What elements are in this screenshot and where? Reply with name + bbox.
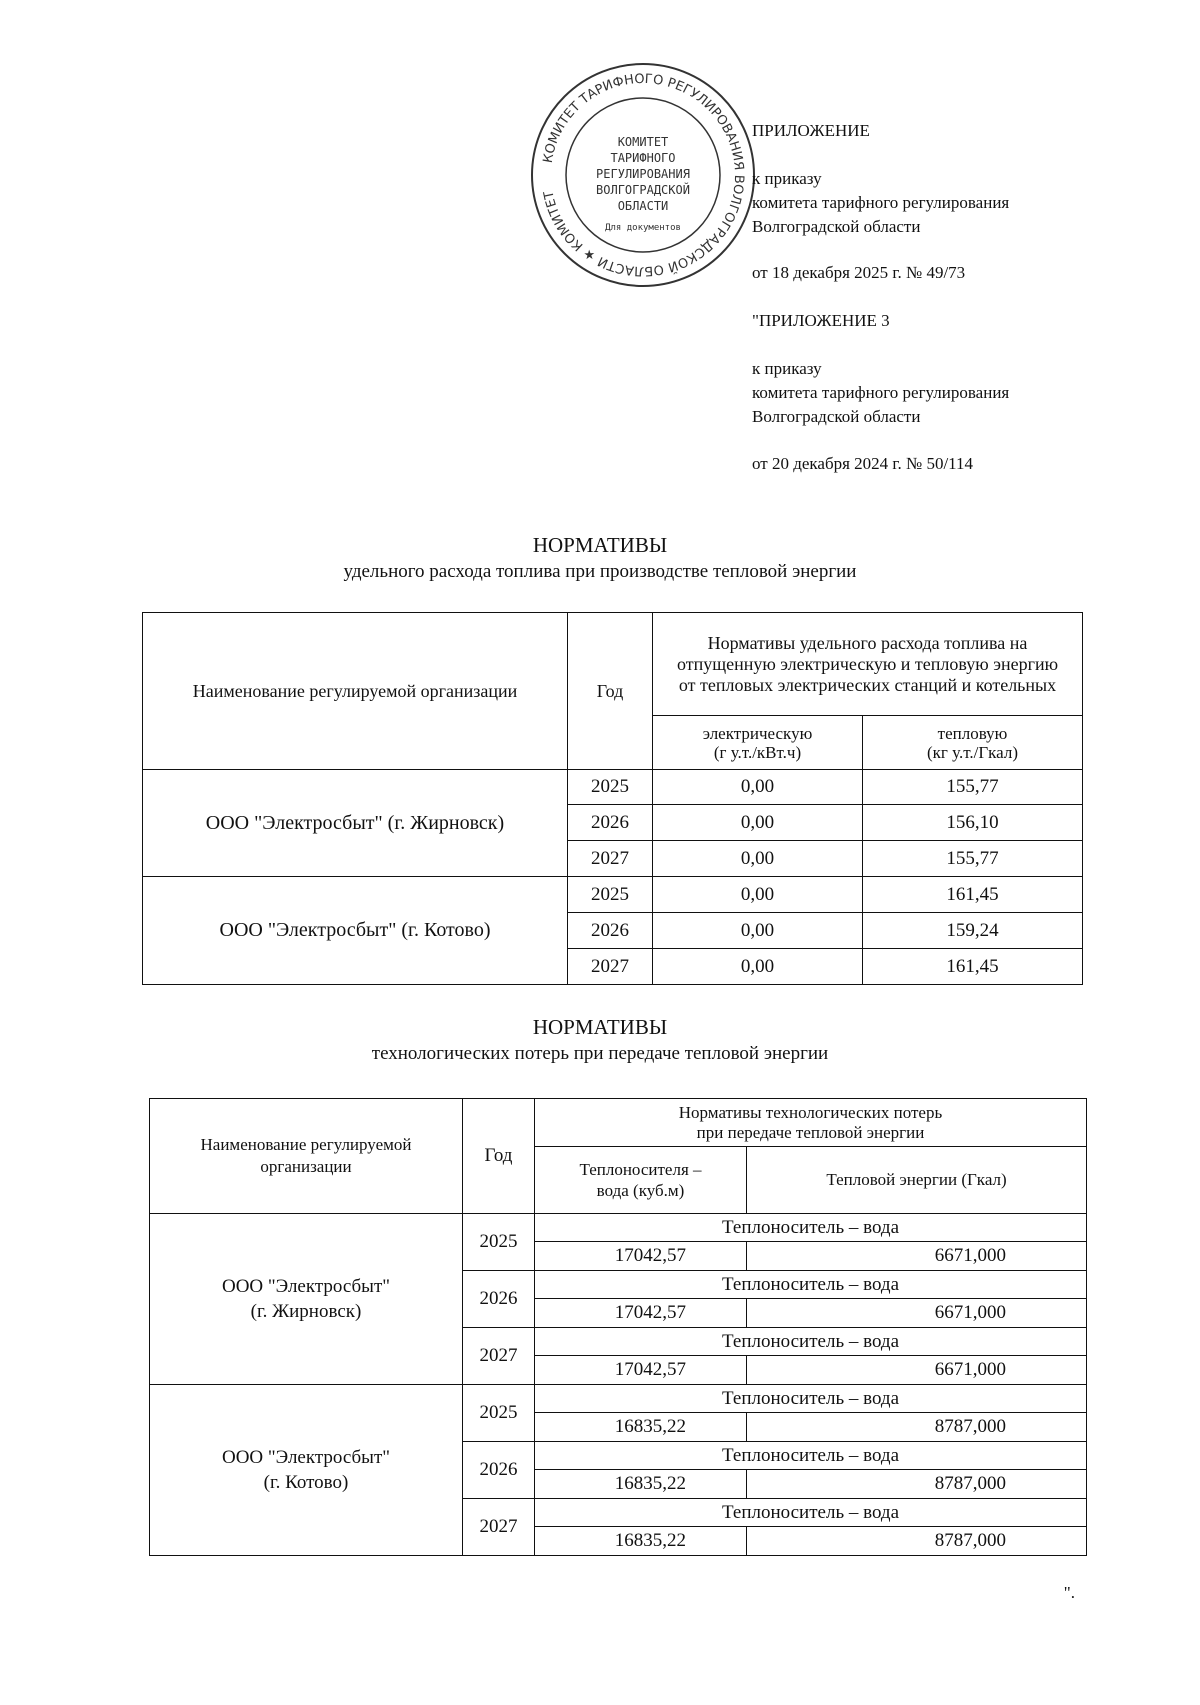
col-group-line-2: при передаче тепловой энергии [696, 1122, 925, 1142]
appendix3-label: "ПРИЛОЖЕНИЕ 3 [752, 311, 890, 330]
year-cell: 2025 [463, 1214, 535, 1271]
svg-text:РЕГУЛИРОВАНИЯ: РЕГУЛИРОВАНИЯ [596, 167, 690, 181]
heat-cell: 155,77 [863, 770, 1083, 805]
col-heat-header [863, 716, 1083, 770]
closing-quote: ". [1063, 1583, 1075, 1602]
org-name-cell: ООО "Электросбыт" (г. Котово) [143, 877, 568, 985]
order-ref-line-2: к приказу [752, 359, 822, 378]
order-date-line-2: от 20 декабря 2024 г. № 50/114 [752, 454, 974, 473]
elec-cell: 0,00 [653, 913, 863, 949]
col-org-header: Наименование регулируемой организации [150, 1099, 463, 1214]
coolant-cell: Теплоноситель – вода [535, 1385, 1087, 1413]
col-year-header: Год [463, 1099, 535, 1214]
heat-cell: 8787,000 [747, 1413, 1087, 1442]
year-cell: 2027 [568, 841, 653, 877]
heat-cell: 8787,000 [747, 1470, 1087, 1499]
order-ref-line: к приказу [752, 169, 822, 188]
year-cell: 2027 [568, 949, 653, 985]
year-cell: 2027 [463, 1328, 535, 1385]
table-row [143, 770, 1083, 805]
org-name-line-1: ООО "Электросбыт" [221, 1276, 391, 1297]
heat-cell: 155,77 [863, 841, 1083, 877]
year-cell: 2026 [463, 1442, 535, 1499]
coolant-cell: Теплоноситель – вода [535, 1328, 1087, 1356]
col-org-header: Наименование регулируемой организации [143, 613, 568, 770]
committee-line-2: комитета тарифного регулирования [752, 383, 1010, 402]
org-name-cell: ООО "Электросбыт" (г. Жирновск) [143, 770, 568, 877]
year-cell: 2025 [568, 770, 653, 805]
svg-text:Для документов: Для документов [605, 223, 681, 233]
elec-cell: 0,00 [653, 770, 863, 805]
heat-cell: 6671,000 [747, 1299, 1087, 1328]
heat-cell: 161,45 [863, 949, 1083, 985]
year-cell: 2025 [568, 877, 653, 913]
table-row [150, 1214, 1087, 1242]
heat-cell: 6671,000 [747, 1242, 1087, 1271]
section1-title: НОРМАТИВЫ [532, 533, 668, 557]
col-heat-label: тепловую [937, 723, 1008, 743]
col-heat-unit: (кг у.т./Гкал) [927, 742, 1018, 762]
heat-cell: 159,24 [863, 913, 1083, 949]
col-group-header: Нормативы удельного расхода топлива на отпущенную электрическую и тепловую энергию от тепловых электрических станций и котельных [653, 613, 1083, 716]
org-name-line-1: ООО "Электросбыт" [221, 1447, 391, 1468]
water-cell: 16835,22 [535, 1470, 747, 1499]
water-cell: 17042,57 [535, 1356, 747, 1385]
svg-text:ТАРИФНОГО: ТАРИФНОГО [610, 151, 676, 165]
col-water-header: Теплоносителя – вода (куб.м) [535, 1147, 747, 1214]
elec-cell: 0,00 [653, 841, 863, 877]
official-seal [528, 60, 758, 290]
svg-text:КОМИТЕТ: КОМИТЕТ [617, 135, 669, 149]
year-cell: 2026 [463, 1271, 535, 1328]
svg-text:ОБЛАСТИ: ОБЛАСТИ [617, 199, 669, 213]
appendix-label: ПРИЛОЖЕНИЕ [752, 121, 870, 140]
heat-cell: 6671,000 [747, 1356, 1087, 1385]
svg-text:ВОЛГОГРАДСКОЙ: ВОЛГОГРАДСКОЙ [596, 183, 690, 197]
org-name-line-2: (г. Котово) [263, 1472, 349, 1493]
order-date-line: от 18 декабря 2025 г. № 49/73 [752, 263, 966, 282]
year-cell: 2027 [463, 1499, 535, 1556]
col-group-header [535, 1099, 1087, 1147]
region-line: Волгоградской области [752, 217, 921, 236]
year-cell: 2026 [568, 913, 653, 949]
coolant-cell: Теплоноситель – вода [535, 1499, 1087, 1527]
section1-subtitle: удельного расхода топлива при производстве тепловой энергии [343, 561, 857, 582]
coolant-cell: Теплоноситель – вода [535, 1442, 1087, 1470]
col-elec-label: электрическую [702, 723, 813, 743]
fuel-norms-table [142, 612, 1083, 985]
water-cell: 16835,22 [535, 1527, 747, 1556]
coolant-cell: Теплоноситель – вода [535, 1214, 1087, 1242]
water-cell: 17042,57 [535, 1242, 747, 1271]
org-name-cell [150, 1385, 463, 1556]
committee-line: комитета тарифного регулирования [752, 193, 1010, 212]
year-cell: 2025 [463, 1385, 535, 1442]
water-cell: 16835,22 [535, 1413, 747, 1442]
table-row [143, 877, 1083, 913]
coolant-cell: Теплоноситель – вода [535, 1271, 1087, 1299]
heat-cell: 161,45 [863, 877, 1083, 913]
col-heat-header: Тепловой энергии (Гкал) [747, 1147, 1087, 1214]
heat-cell: 8787,000 [747, 1527, 1087, 1556]
region-line-2: Волгоградской области [752, 407, 921, 426]
elec-cell: 0,00 [653, 877, 863, 913]
table-row [150, 1385, 1087, 1413]
col-elec-header [653, 716, 863, 770]
section2-title: НОРМАТИВЫ [532, 1015, 668, 1039]
svg-text:КОМИТЕТ ТАРИФНОГО РЕГУЛИРОВАНИ: КОМИТЕТ ТАРИФНОГО РЕГУЛИРОВАНИЯ ВОЛГОГРАДСКОЙ ОБЛАСТИ ★ КОМИТЕТ [540, 71, 747, 279]
elec-cell: 0,00 [653, 949, 863, 985]
water-cell: 17042,57 [535, 1299, 747, 1328]
section2-subtitle: технологических потерь при передаче тепловой энергии [371, 1043, 829, 1064]
heat-cell: 156,10 [863, 805, 1083, 841]
org-name-cell [150, 1214, 463, 1385]
col-year-header: Год [568, 613, 653, 770]
org-name-line-2: (г. Жирновск) [250, 1301, 362, 1322]
elec-cell: 0,00 [653, 805, 863, 841]
year-cell: 2026 [568, 805, 653, 841]
col-elec-unit: (г у.т./кВт.ч) [713, 742, 802, 762]
heat-loss-norms-table [149, 1098, 1087, 1556]
col-group-line-1: Нормативы технологических потерь [678, 1102, 943, 1122]
